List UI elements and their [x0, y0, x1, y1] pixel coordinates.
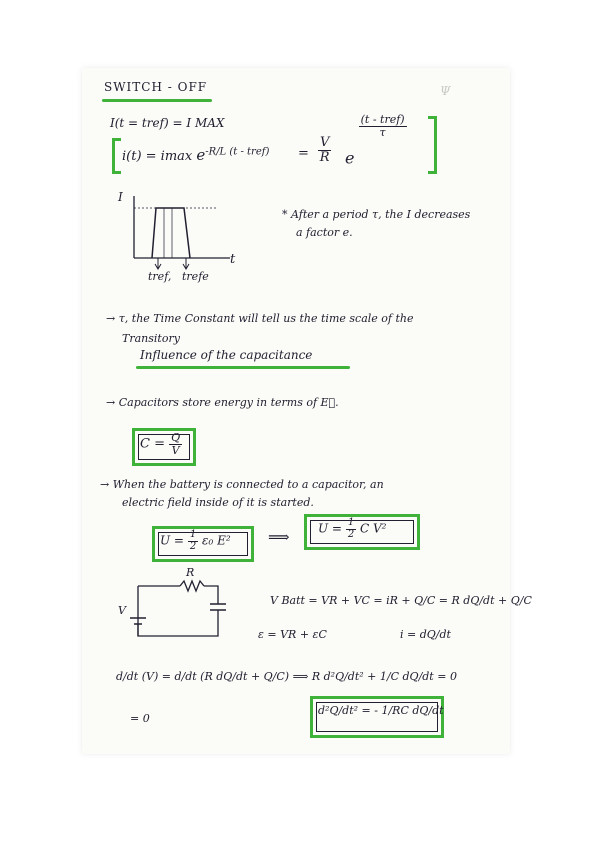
formula-box-final [310, 696, 444, 738]
current-equation-frac: $\frac{V}{R}$ [319, 135, 330, 165]
page-title: SWITCH - OFF [104, 80, 208, 94]
left-bracket [112, 138, 121, 174]
formula-energy-field: U = $\frac{1}{2}$ ε₀ E² [160, 529, 231, 552]
current-equation-mid: = [298, 146, 309, 161]
circuit-resistor-label: R [186, 566, 195, 579]
arrow-battery-line1: → When the battery is connected to a capacitor, an [100, 478, 384, 491]
rc-circuit-diagram [118, 578, 238, 642]
current-definition: i = dQ/dt [400, 628, 451, 641]
graph-tick-trefe: trefe [182, 270, 209, 283]
arrow-battery-line2: electric field inside of it is started. [122, 496, 314, 509]
current-pulse-graph [112, 188, 242, 278]
circuit-voltage-label: V [118, 604, 126, 617]
right-bracket [428, 116, 437, 174]
graph-x-label: t [230, 252, 236, 267]
heading-underline [136, 366, 350, 369]
arrow-time-constant-line1: → τ, the Time Constant will tell us the time scale of the [106, 312, 414, 325]
emf-equation: ε = VR + εC [258, 628, 327, 641]
title-underline [102, 99, 212, 102]
note-tau-line2: a factor e. [296, 226, 353, 239]
derivative-zero: = 0 [130, 712, 150, 725]
notebook-page [82, 68, 510, 754]
final-equation: d²Q/dt² = - 1/RC dQ/dt [318, 704, 444, 717]
heading-capacitance: Influence of the capacitance [140, 348, 313, 362]
graph-tick-tref: tref, [148, 270, 172, 283]
current-equation-lhs: i(t) = imax $e^{-R/L (t - tref)}$ [122, 146, 270, 164]
formula-energy-capacitor: U = $\frac{1}{2}$ C V² [318, 517, 387, 540]
current-equation-exp: e $\frac{\text{(t - tref)}}{\tau}$ [345, 113, 405, 168]
graph-y-label: I [118, 190, 123, 204]
bleed-through-text: Ψ [440, 84, 451, 98]
derivative-equation: d/dt (V) = d/dt (R dQ/dt + Q/C) ⟹ R d²Q/dt² + 1/C dQ/dt = 0 [116, 670, 457, 683]
battery-voltage-equation: V Batt = VR + VC = iR + Q/C = R dQ/dt + Q/C [270, 594, 532, 607]
formula-capacitance: C = $\frac{Q}{V}$ [140, 431, 181, 457]
arrow-time-constant-line2: Transitory [122, 332, 180, 345]
note-tau-line1: * After a period τ, the I decreases [282, 208, 471, 221]
initial-current-equation: I(t = tref) = I MAX [110, 116, 225, 130]
implies-arrow: ⟹ [268, 528, 290, 546]
arrow-capacitors: → Capacitors store energy in terms of E⃗. [106, 396, 339, 409]
